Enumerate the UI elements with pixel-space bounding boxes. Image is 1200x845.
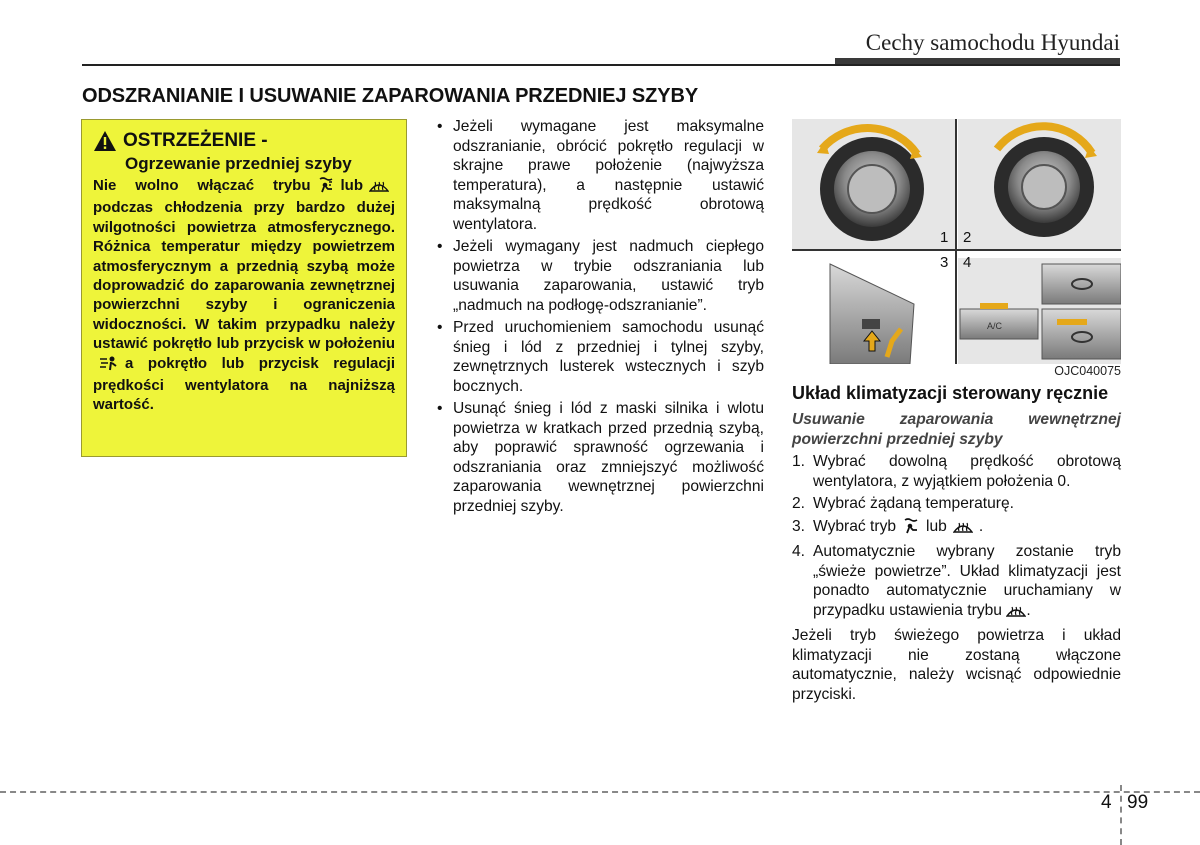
list-item <box>792 494 1121 514</box>
tips-list <box>437 117 764 519</box>
list-item <box>792 517 1121 540</box>
figure-caption: OJC040075 <box>1054 364 1121 378</box>
chapter-number: 4 <box>1101 792 1112 813</box>
warning-text-part: a pokrętło lub przycisk regulacji prędkości wentylatora na najniższą wartość. <box>93 354 395 414</box>
subsection-heading: Układ klimatyzacji sterowany ręcznie <box>792 383 1109 403</box>
list-item: • Usunąć śnieg i lód z maski silnika i wlotu powietrza w kratkach przed przednią szybą, aby poprawić sprawność ogrzewania i odszraniania oraz zmniejszyć możliwość zaparowania wewnętrznej powierzchni przedniej szyby. <box>437 399 764 516</box>
subsection-subheading: Usuwanie zaparowania wewnętrznej powierzchni przedniej szyby <box>792 411 1121 448</box>
warning-text <box>93 176 395 415</box>
defrost-mode-icon <box>1006 602 1026 624</box>
step-text-part: Automatycznie wybrany zostanie tryb „świeże powietrze”. Układ klimatyzacji jest ponadto automatycznie uruchamiany w przypadku ustawienia trybu <box>813 543 1121 619</box>
step-number: 2. <box>792 495 806 512</box>
warning-subtitle: Ogrzewanie przedniej szyby <box>125 154 352 173</box>
panel-label: 3 <box>940 254 949 271</box>
header-rule <box>82 64 1120 66</box>
floor-defrost-mode-icon <box>902 518 920 540</box>
page-number: 99 <box>1127 792 1149 813</box>
step-text <box>813 542 1121 623</box>
step-text: Wybrać dowolną prędkość obrotową wentylatora, z wyjątkiem położenia 0. <box>813 453 1121 490</box>
step-text-part: . <box>978 517 984 535</box>
warning-text-part: lub <box>340 177 363 194</box>
list-item: • Przed uruchomieniem samochodu usunąć śnieg i lód z przedniej i tylnej szyby, zewnętrznych lusterek wstecznych i szyb bocznych. <box>437 318 764 396</box>
warning-triangle-icon <box>93 130 117 152</box>
section-title: ODSZRANIANIE I USUWANIE ZAPAROWANIA PRZEDNIEJ SZYBY <box>82 85 699 107</box>
step-text-part: . <box>1026 601 1031 619</box>
step-text: Wybrać żądaną temperaturę. <box>813 495 1014 512</box>
step-number: 4. <box>792 543 806 560</box>
list-item: • Jeżeli wymagany jest nadmuch ciepłego powietrza w trybie odszraniania lub usuwania zaparowania, ustawić tryb „nadmuch na podłogę-odszranianie”. <box>437 237 764 315</box>
step-text-part: Wybrać tryb <box>813 517 897 535</box>
floor-defrost-mode-icon <box>317 177 335 198</box>
panel-label: 2 <box>963 229 972 246</box>
steps-list <box>792 452 1121 623</box>
step-text-part: lub <box>926 517 947 535</box>
face-vent-mode-icon <box>99 355 119 376</box>
note-paragraph: Jeżeli tryb świeżego powietrza i układ klimatyzacji nie zostaną włączone automatycznie, należy wcisnąć odpowiednie przyciski. <box>792 627 1121 703</box>
list-item <box>792 452 1121 491</box>
step-number: 3. <box>792 517 806 535</box>
warning-header <box>93 130 395 152</box>
climate-control-illustration <box>792 119 1121 364</box>
list-item <box>792 542 1121 623</box>
footer-divider <box>1120 785 1122 845</box>
step-text <box>813 517 1121 540</box>
defrost-mode-icon <box>369 177 389 198</box>
running-header: Cechy samochodu Hyundai <box>865 30 1120 55</box>
panel-label: 4 <box>963 254 972 271</box>
climate-control-figure <box>792 119 1121 380</box>
warning-title: OSTRZEŻENIE - <box>123 130 268 151</box>
warning-text-part: Nie wolno włączać trybu <box>93 177 311 194</box>
warning-text-part: podczas chłodzenia przy bardzo dużej wilgotności powietrza atmosferycznego. Różnica temperatur między powietrzem atmosferycznym a przednią szybą może doprowadzić do zaparowania zewnętrznej powierzchni szyby i ograniczenia widoczności. W takim przypadku należy ustawić pokrętło lub przycisk w położeniu <box>93 199 395 353</box>
right-column <box>792 383 1121 704</box>
panel-label: 1 <box>940 229 949 246</box>
warning-box <box>81 119 407 457</box>
list-item: • Jeżeli wymagane jest maksymalne odszranianie, obrócić pokrętło regulacji w skrajne prawe położenie (najwyższa temperatura), a następnie ustawić maksymalną prędkość obrotową wentylatora. <box>437 117 764 234</box>
step-number: 1. <box>792 453 806 470</box>
ac-button-label: A/C <box>987 321 1003 331</box>
defrost-mode-icon <box>953 518 973 540</box>
footer-rule <box>0 791 1200 793</box>
